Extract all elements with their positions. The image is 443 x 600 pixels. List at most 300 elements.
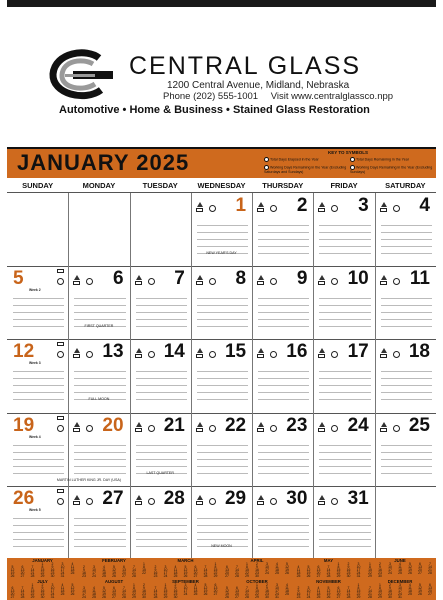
mini-day: 11 [275, 565, 279, 569]
mini-day: 24 [275, 592, 279, 596]
mini-day: 30 [50, 574, 55, 578]
mini-day: 29 [368, 574, 372, 578]
mini-day: 9 [41, 586, 44, 590]
weekday-thursday: THURSDAY [262, 181, 304, 190]
days-elapsed-icon [196, 281, 203, 285]
weekday-friday: FRIDAY [330, 181, 358, 190]
mini-day: 13 [122, 568, 126, 572]
days-remaining-icon [86, 278, 93, 285]
mini-day: 21 [428, 568, 432, 572]
mini-day: 26 [225, 595, 229, 599]
mini-day: 9 [51, 565, 54, 569]
mini-day: 12 [203, 586, 208, 590]
day-cell[interactable] [68, 486, 129, 559]
mini-day: 23 [265, 592, 269, 596]
day-number: 24 [347, 414, 369, 436]
mini-month-name: FEBRUARY [102, 558, 126, 563]
mini-day: 29 [378, 595, 382, 599]
day-cell[interactable] [313, 266, 374, 339]
days-elapsed-icon [380, 354, 387, 358]
writing-line [381, 459, 432, 460]
day-cell[interactable] [252, 193, 313, 266]
mini-day: 30 [346, 574, 351, 578]
mini-day: 22 [213, 571, 218, 575]
writing-line [13, 312, 64, 313]
moon-phase-icon [74, 495, 80, 500]
moon-phase-icon [197, 275, 203, 280]
writing-line [13, 459, 64, 460]
writing-line [381, 305, 432, 306]
day-number: 27 [102, 487, 124, 509]
mini-day: 27 [20, 574, 25, 578]
mini-calendar-january [7, 558, 78, 579]
mini-day: 29 [213, 574, 218, 578]
day-cell[interactable] [375, 413, 436, 486]
mini-day: 21 [203, 571, 208, 575]
mini-day: 26 [408, 571, 412, 575]
mini-month-name: JULY [37, 579, 48, 584]
day-number: 5 [13, 268, 24, 290]
day-number: 21 [163, 414, 185, 436]
mini-day: 14 [245, 589, 249, 593]
mini-day: 15 [213, 568, 218, 572]
mini-day: 27 [235, 595, 239, 599]
mini-day: 24 [306, 595, 311, 599]
mini-day: 25 [275, 571, 279, 575]
days-elapsed-icon [57, 269, 64, 273]
day-cell[interactable] [313, 413, 374, 486]
mini-day: 20 [225, 571, 229, 575]
moon-phase-icon [258, 422, 264, 427]
mini-day: 19 [203, 589, 208, 593]
writing-line [319, 239, 370, 240]
moon-phase-icon [74, 275, 80, 280]
writing-line [258, 399, 309, 400]
mini-day: 22 [30, 592, 35, 596]
writing-line [136, 371, 187, 372]
writing-line [258, 253, 309, 254]
mini-day: 19 [306, 571, 311, 575]
key-item-working-nosunday: Working Days Remaining in the Year (Excluding Sundays) [350, 165, 433, 174]
mini-day: 19 [112, 571, 116, 575]
mini-calendar-march [150, 558, 221, 579]
writing-line [319, 445, 370, 446]
weekday-sunday: SUNDAY [22, 181, 54, 190]
mini-day: 30 [388, 595, 392, 599]
mini-day: 13 [213, 586, 218, 590]
mini-day: 23 [40, 592, 45, 596]
mini-day: 28 [428, 571, 432, 575]
day-cell[interactable] [130, 413, 191, 486]
mini-day: 4 [71, 562, 74, 566]
mini-day: 18 [408, 589, 412, 593]
mini-day: 5 [409, 562, 411, 566]
mini-day: 28 [132, 574, 136, 578]
mini-day [201, 596, 210, 599]
mini-day: 9 [256, 565, 258, 569]
weekday-monday: MONDAY [82, 181, 116, 190]
day-cell[interactable] [191, 339, 252, 412]
mini-day: 5 [113, 565, 115, 569]
day-cell[interactable] [252, 266, 313, 339]
writing-line [136, 546, 187, 547]
day-cell[interactable] [191, 193, 252, 266]
days-remaining-icon [270, 498, 277, 505]
mini-day: 16 [265, 589, 269, 593]
mini-day: 21 [122, 592, 126, 596]
mini-day: 13 [112, 589, 116, 593]
day-number: 4 [419, 195, 430, 216]
week-number: Week 3 [29, 361, 41, 366]
writing-line [136, 326, 187, 327]
mini-day: 15 [356, 589, 361, 593]
mini-day: 10 [275, 586, 279, 590]
day-cell[interactable] [68, 266, 129, 339]
writing-line [74, 452, 125, 453]
day-number: 2 [296, 195, 308, 216]
mini-day: 7 [31, 565, 34, 569]
writing-line [197, 239, 248, 240]
mini-day: 28 [346, 595, 351, 599]
days-remaining-icon [393, 205, 400, 212]
writing-line [136, 532, 187, 533]
mini-day: 10 [265, 565, 269, 569]
mini-day: 10 [92, 568, 96, 572]
day-cell[interactable] [68, 339, 129, 412]
day-number: 19 [13, 414, 35, 436]
mini-day: 27 [316, 574, 321, 578]
mini-day: 24 [388, 571, 392, 575]
mini-day: 20 [336, 592, 341, 596]
writing-line [197, 518, 248, 519]
writing-line [258, 473, 309, 474]
weekday-header [7, 180, 436, 192]
mini-day: 17 [388, 568, 392, 572]
day-cell[interactable] [375, 266, 436, 339]
mini-month-days [150, 584, 221, 599]
binding-strip [7, 0, 436, 7]
mini-day: 25 [193, 592, 198, 596]
days-elapsed-icon [73, 354, 80, 358]
holiday-note: FULL MOON [88, 397, 110, 402]
moon-phase-icon [258, 348, 264, 353]
mini-day: 18 [102, 571, 106, 575]
writing-line [319, 371, 370, 372]
day-cell[interactable] [7, 486, 68, 559]
mini-day: 22 [163, 592, 168, 596]
mini-month-days [222, 584, 293, 599]
day-cell[interactable] [313, 193, 374, 266]
month-band [7, 147, 436, 178]
mini-calendar-december [365, 579, 436, 600]
day-cell[interactable] [252, 339, 313, 412]
day-cell[interactable] [130, 486, 191, 559]
mini-day: 3 [164, 565, 167, 569]
writing-line [74, 319, 125, 320]
mini-day: 8 [31, 586, 34, 590]
mini-day: 4 [286, 583, 288, 587]
mini-day: 10 [388, 565, 392, 569]
writing-line [13, 452, 64, 453]
writing-line [74, 466, 125, 467]
days-elapsed-icon [380, 208, 387, 212]
mini-month-days [365, 584, 436, 599]
writing-line [13, 298, 64, 299]
mini-day: 2 [154, 565, 157, 569]
mini-day: 28 [326, 574, 331, 578]
mini-day: 20 [112, 592, 116, 596]
mini-day: 17 [50, 589, 55, 593]
mini-day: 26 [306, 574, 311, 578]
mini-day: 22 [378, 592, 382, 596]
mini-day: 26 [418, 592, 422, 596]
day-cell[interactable] [130, 266, 191, 339]
writing-line [319, 253, 370, 254]
day-number: 20 [102, 414, 124, 436]
mini-day: 17 [163, 571, 168, 575]
holiday-note: NEW YEAR'S DAY [206, 251, 237, 255]
mini-day: 16 [378, 568, 382, 572]
moon-phase-icon [381, 202, 387, 207]
mini-day: 26 [183, 574, 188, 578]
mini-day: 20 [428, 589, 432, 593]
day-number: 28 [163, 487, 185, 509]
day-cell[interactable] [7, 266, 68, 339]
writing-line [136, 378, 187, 379]
mini-day: 31 [356, 574, 361, 578]
mini-day [263, 575, 272, 578]
mini-day [181, 596, 190, 599]
mini-month-name: NOVEMBER [316, 579, 341, 584]
mini-day: 18 [316, 592, 321, 596]
mini-month-name: DECEMBER [387, 579, 413, 584]
days-remaining-icon [270, 205, 277, 212]
writing-line [381, 445, 432, 446]
day-cell[interactable] [191, 266, 252, 339]
writing-line [13, 445, 64, 446]
mini-day: 12 [102, 589, 106, 593]
mini-day: 13 [225, 568, 229, 572]
writing-line [74, 473, 125, 474]
days-remaining-icon [86, 425, 93, 432]
mini-day: 18 [60, 589, 65, 593]
mini-day: 27 [213, 592, 218, 596]
mini-day: 21 [132, 571, 136, 575]
mini-day: 29 [336, 574, 341, 578]
day-number: 12 [13, 341, 35, 363]
mini-day: 25 [285, 592, 289, 596]
day-cell[interactable] [375, 193, 436, 266]
mini-day: 7 [369, 586, 371, 590]
day-cell[interactable] [56, 413, 129, 486]
writing-line [258, 392, 309, 393]
days-remaining-icon [57, 351, 64, 358]
mini-calendar-strip [7, 558, 436, 600]
days-elapsed-icon [196, 208, 203, 212]
company-logo [47, 50, 115, 100]
mini-day: 11 [408, 586, 412, 590]
mini-day: 14 [30, 568, 35, 572]
day-cell[interactable] [252, 486, 313, 559]
mini-day: 24 [50, 592, 55, 596]
mini-day: 7 [204, 565, 207, 569]
mini-day: 27 [122, 574, 126, 578]
writing-line [258, 319, 309, 320]
day-cell[interactable] [7, 413, 68, 486]
mini-month-name: OCTOBER [246, 579, 268, 584]
writing-line [136, 466, 187, 467]
mini-day: 11 [285, 586, 289, 590]
mini-day: 11 [70, 565, 75, 569]
mini-day: 10 [82, 589, 86, 593]
mini-day: 15 [142, 568, 146, 572]
day-cell[interactable] [313, 339, 374, 412]
mini-day: 19 [326, 592, 331, 596]
mini-day: 1 [31, 583, 34, 587]
mini-day: 5 [103, 586, 105, 590]
writing-line [13, 399, 64, 400]
writing-line [197, 326, 248, 327]
mini-day: 6 [226, 565, 228, 569]
mini-day: 14 [235, 568, 239, 572]
day-cell[interactable] [191, 413, 252, 486]
writing-line [258, 326, 309, 327]
mini-day: 8 [256, 586, 258, 590]
day-number: 13 [102, 341, 124, 363]
mini-day: 14 [203, 568, 208, 572]
writing-line [197, 445, 248, 446]
day-cell[interactable] [252, 413, 313, 486]
mini-month-days [79, 584, 150, 599]
mini-day: 26 [70, 592, 75, 596]
mini-month-name: SEPTEMBER [172, 579, 199, 584]
moon-phase-icon [258, 275, 264, 280]
day-cell[interactable] [130, 339, 191, 412]
mini-day: 4 [174, 565, 177, 569]
days-elapsed-icon [318, 281, 325, 285]
writing-line [197, 532, 248, 533]
day-number: 1 [235, 195, 247, 216]
mini-day: 1 [256, 583, 258, 587]
writing-line [136, 312, 187, 313]
mini-day: 24 [92, 574, 96, 578]
mini-day: 3 [389, 562, 391, 566]
days-remaining-icon [57, 425, 64, 432]
mini-day: 2 [266, 583, 268, 587]
company-contact [163, 91, 403, 102]
moon-phase-icon [381, 348, 387, 353]
mini-day: 8 [369, 565, 371, 569]
mini-day: 21 [326, 571, 331, 575]
mini-day: 23 [296, 595, 301, 599]
mini-day: 4 [93, 586, 95, 590]
mini-day: 21 [153, 592, 158, 596]
mini-day: 24 [163, 574, 168, 578]
day-cell[interactable] [313, 486, 374, 559]
writing-line [197, 539, 248, 540]
mini-month-name: JANUARY [32, 558, 53, 563]
days-elapsed-icon [196, 354, 203, 358]
mini-day: 3 [83, 586, 85, 590]
mini-day: 20 [193, 571, 198, 575]
mini-day: 4 [194, 583, 197, 587]
mini-day: 4 [276, 562, 278, 566]
days-remaining-icon [209, 278, 216, 285]
mini-day: 6 [194, 565, 197, 569]
day-number: 8 [235, 268, 247, 290]
mini-day: 9 [266, 586, 268, 590]
mini-day: 27 [193, 574, 198, 578]
writing-line [319, 546, 370, 547]
day-cell[interactable] [191, 486, 252, 559]
mini-day: 29 [30, 595, 35, 599]
mini-day: 2 [379, 562, 381, 566]
day-cell[interactable] [375, 339, 436, 412]
days-elapsed-icon [135, 281, 142, 285]
mini-day: 27 [336, 595, 341, 599]
day-cell[interactable] [7, 339, 68, 412]
mini-day: 19 [10, 571, 15, 575]
holiday-note: NEW MOON [211, 543, 232, 548]
mini-day: 15 [40, 568, 45, 572]
writing-line [381, 466, 432, 467]
writing-line [197, 305, 248, 306]
days-elapsed-icon [318, 354, 325, 358]
mini-day: 22 [336, 571, 341, 575]
mini-day: 8 [337, 565, 340, 569]
mini-day: 19 [285, 568, 289, 572]
mini-day: 25 [173, 574, 178, 578]
company-website: Visit www.centralglassco.npp [270, 91, 394, 102]
mini-day: 22 [356, 592, 361, 596]
mini-day [406, 596, 415, 599]
writing-line [319, 385, 370, 386]
day-number: 17 [347, 341, 369, 363]
mini-day: 1 [164, 583, 167, 587]
moon-phase-icon [74, 348, 80, 353]
mini-day: 6 [337, 586, 340, 590]
mini-day: 14 [20, 589, 25, 593]
mini-day: 24 [398, 592, 402, 596]
writing-line [381, 253, 432, 254]
days-elapsed-icon [196, 501, 203, 505]
mini-day: 19 [70, 589, 75, 593]
mini-day: 12 [70, 586, 75, 590]
writing-line [197, 459, 248, 460]
writing-line [13, 385, 64, 386]
day-number: 18 [408, 341, 430, 363]
writing-line [197, 466, 248, 467]
mini-day: 5 [327, 586, 330, 590]
writing-line [74, 312, 125, 313]
days-remaining-icon [393, 425, 400, 432]
mini-day: 16 [40, 589, 45, 593]
writing-line [319, 459, 370, 460]
mini-day: 14 [122, 589, 126, 593]
mini-day: 29 [356, 595, 361, 599]
writing-line [13, 466, 64, 467]
mini-day: 21 [245, 592, 249, 596]
mini-day: 4 [297, 565, 300, 569]
mini-day: 1 [214, 562, 217, 566]
writing-line [13, 371, 64, 372]
mini-day: 31 [60, 574, 65, 578]
writing-line [381, 232, 432, 233]
mini-day: 12 [225, 589, 229, 593]
mini-day: 27 [418, 571, 422, 575]
mini-month-name: MARCH [177, 558, 194, 563]
mini-month-days [150, 563, 221, 578]
